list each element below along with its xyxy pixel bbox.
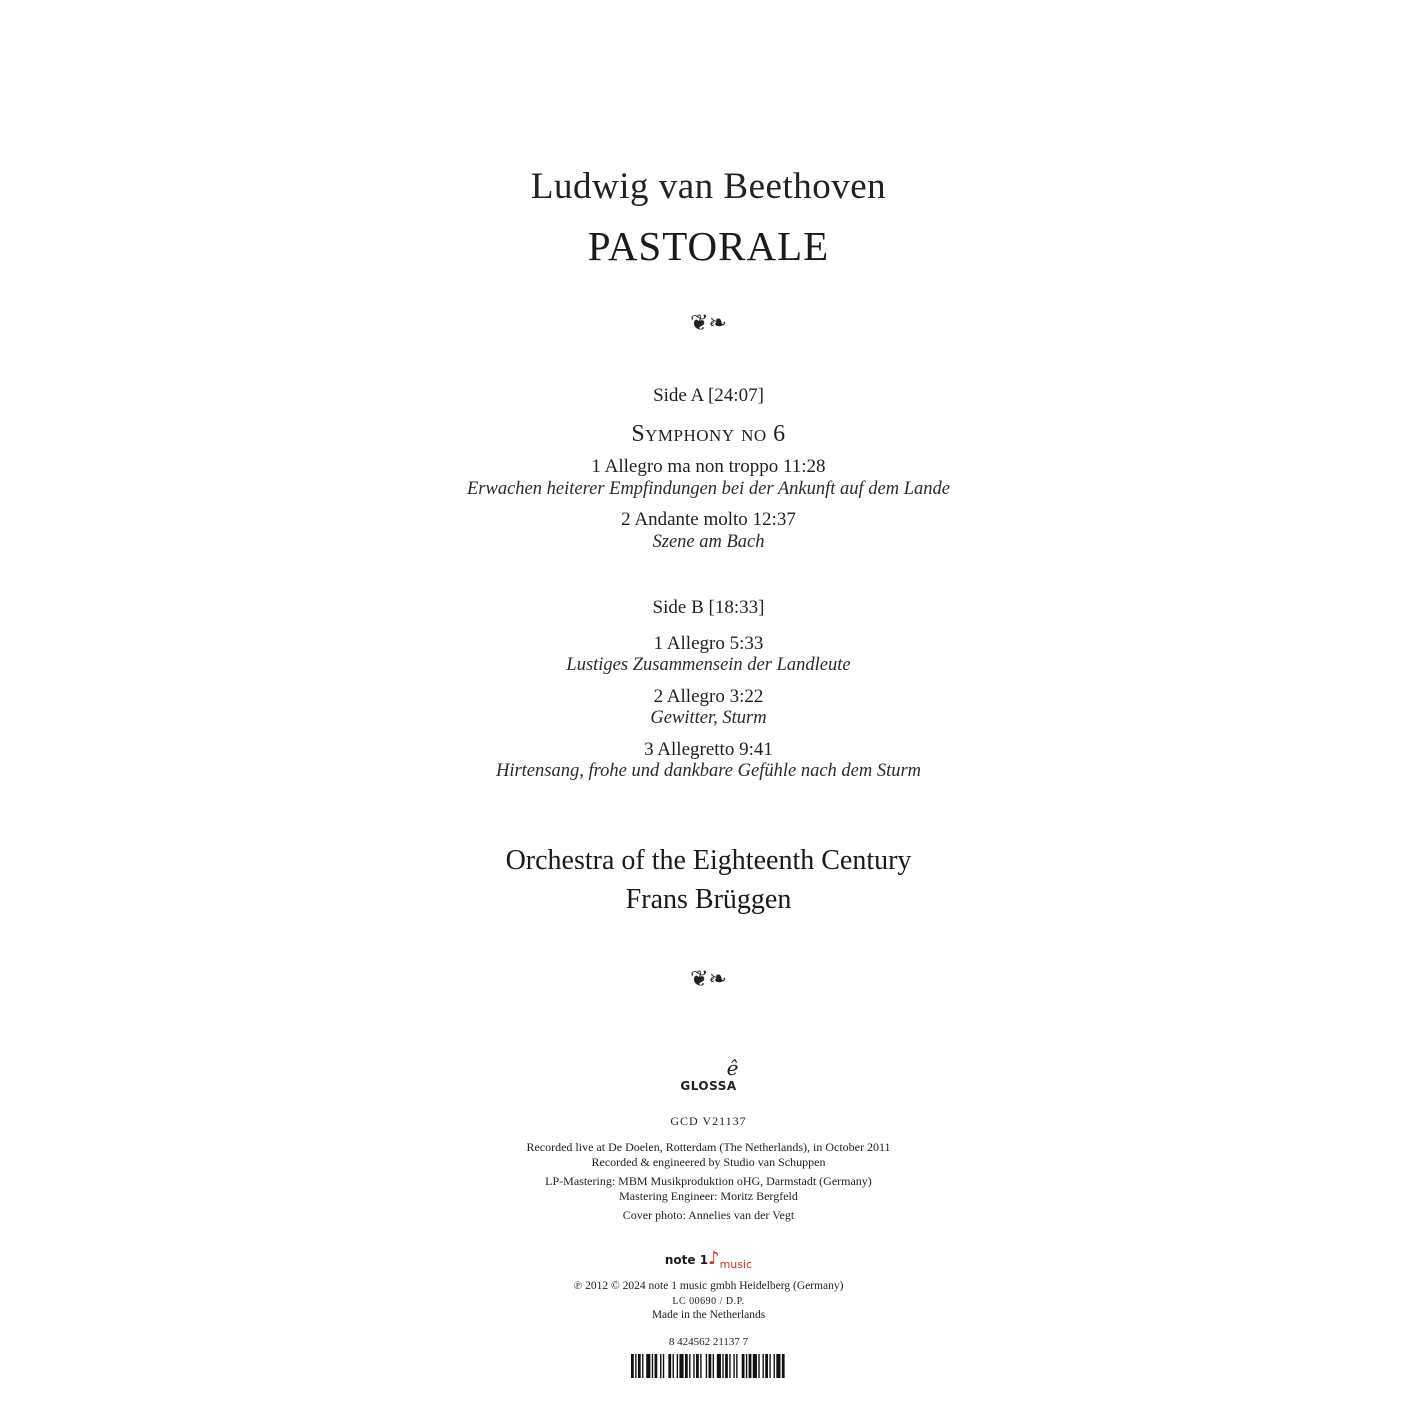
barcode-bar — [776, 1354, 780, 1378]
note1-music-logo — [0, 1248, 1417, 1271]
barcode-bar — [696, 1354, 699, 1378]
barcode-bar — [765, 1354, 768, 1378]
barcode-bar — [663, 1354, 664, 1378]
barcode-bar — [742, 1354, 745, 1378]
barcode-bar — [722, 1354, 723, 1378]
barcode-bar — [638, 1354, 641, 1378]
credit-line: LP-Mastering: MBM Musikproduktion oHG, Darmstadt (Germany) — [545, 1174, 872, 1188]
movement-subtitle: Erwachen heiterer Empfindungen bei der Ankunft auf dem Lande — [467, 479, 950, 499]
album-title: PASTORALE — [587, 223, 830, 269]
barcode-bar — [706, 1354, 707, 1378]
barcode-bar — [652, 1354, 653, 1378]
glossa-logo-text: GLOSSA — [680, 1079, 737, 1093]
fleuron-ornament-icon: ❦❧ — [690, 967, 727, 992]
barcode-bar — [689, 1354, 690, 1378]
barcode-bar — [642, 1354, 643, 1378]
movement-line: 1 Allegro ma non troppo 11:28 — [591, 456, 826, 477]
barcode-bar — [635, 1354, 636, 1378]
barcode-bar — [729, 1354, 730, 1378]
credit-line: Cover photo: Annelies van der Vegt — [622, 1208, 795, 1222]
barcode-bar — [685, 1354, 688, 1378]
movement-subtitle: Gewitter, Sturm — [650, 708, 767, 728]
barcode-bar — [736, 1354, 737, 1378]
composer-name: Ludwig van Beethoven — [530, 166, 887, 207]
orchestra-name: Orchestra of the Eighteenth Century — [505, 845, 912, 876]
barcode — [631, 1354, 786, 1378]
barcode-bar — [733, 1354, 734, 1378]
fleuron-ornament-icon: ❦❧ — [690, 311, 727, 336]
note1-logo-text: note 1 — [664, 1253, 709, 1267]
barcode-bar — [746, 1354, 747, 1378]
label-code: LC 00690 / D.P. — [672, 1296, 745, 1307]
barcode-bar — [655, 1354, 658, 1378]
movement-line: 3 Allegretto 9:41 — [644, 739, 773, 760]
barcode-bar — [660, 1354, 661, 1378]
barcode-graphic — [631, 1354, 786, 1378]
side-a-heading: Side A [24:07] — [653, 385, 764, 406]
origin-line: Made in the Netherlands — [651, 1309, 766, 1321]
music-note-icon: ♪ — [708, 1248, 720, 1269]
barcode-bar — [693, 1354, 694, 1378]
credit-line: Recorded live at De Doelen, Rotterdam (The Netherlands), in October 2011 — [526, 1140, 891, 1154]
side-b-heading: Side B [18:33] — [652, 597, 765, 618]
barcode-bar — [673, 1354, 674, 1378]
work-title: Symphony no 6 — [631, 421, 786, 447]
barcode-bar — [668, 1354, 671, 1378]
barcode-bar — [753, 1354, 757, 1378]
movement-line: 2 Andante molto 12:37 — [621, 509, 796, 530]
barcode-bar — [762, 1354, 763, 1378]
credit-line: Mastering Engineer: Moritz Bergfeld — [619, 1189, 798, 1203]
barcode-bar — [709, 1354, 712, 1378]
glossa-logo — [0, 1058, 1417, 1078]
barcode-bar — [700, 1354, 701, 1378]
barcode-bar — [631, 1354, 634, 1378]
barcode-bar — [774, 1354, 775, 1378]
conductor-name: Frans Brüggen — [625, 884, 792, 915]
movement-subtitle: Hirtensang, frohe und dankbare Gefühle nach dem Sturm — [495, 761, 922, 781]
barcode-bar — [769, 1354, 770, 1378]
glossa-mark-icon: ê — [726, 1056, 739, 1080]
copyright-line: ℗ 2012 © 2024 note 1 music gmbh Heidelberg (Germany) — [573, 1280, 844, 1292]
credit-line: Recorded & engineered by Studio van Schuppen — [591, 1155, 826, 1169]
music-logo-text: music — [719, 1258, 753, 1271]
movement-line: 1 Allegro 5:33 — [653, 633, 764, 654]
barcode-bar — [679, 1354, 683, 1378]
barcode-bar — [713, 1354, 714, 1378]
barcode-bar — [677, 1354, 678, 1378]
catalog-number: GCD V21137 — [670, 1114, 747, 1128]
movement-subtitle: Szene am Bach — [652, 532, 765, 552]
movement-subtitle: Lustiges Zusammensein der Landleute — [566, 655, 851, 675]
barcode-bar — [758, 1354, 759, 1378]
barcode-bar — [782, 1354, 785, 1378]
barcode-bar — [646, 1354, 650, 1378]
barcode-bar — [749, 1354, 752, 1378]
barcode-number: 8 424562 21137 7 — [668, 1336, 749, 1348]
barcode-bar — [717, 1354, 721, 1378]
barcode-bar — [725, 1354, 728, 1378]
movement-line: 2 Allegro 3:22 — [653, 686, 764, 707]
